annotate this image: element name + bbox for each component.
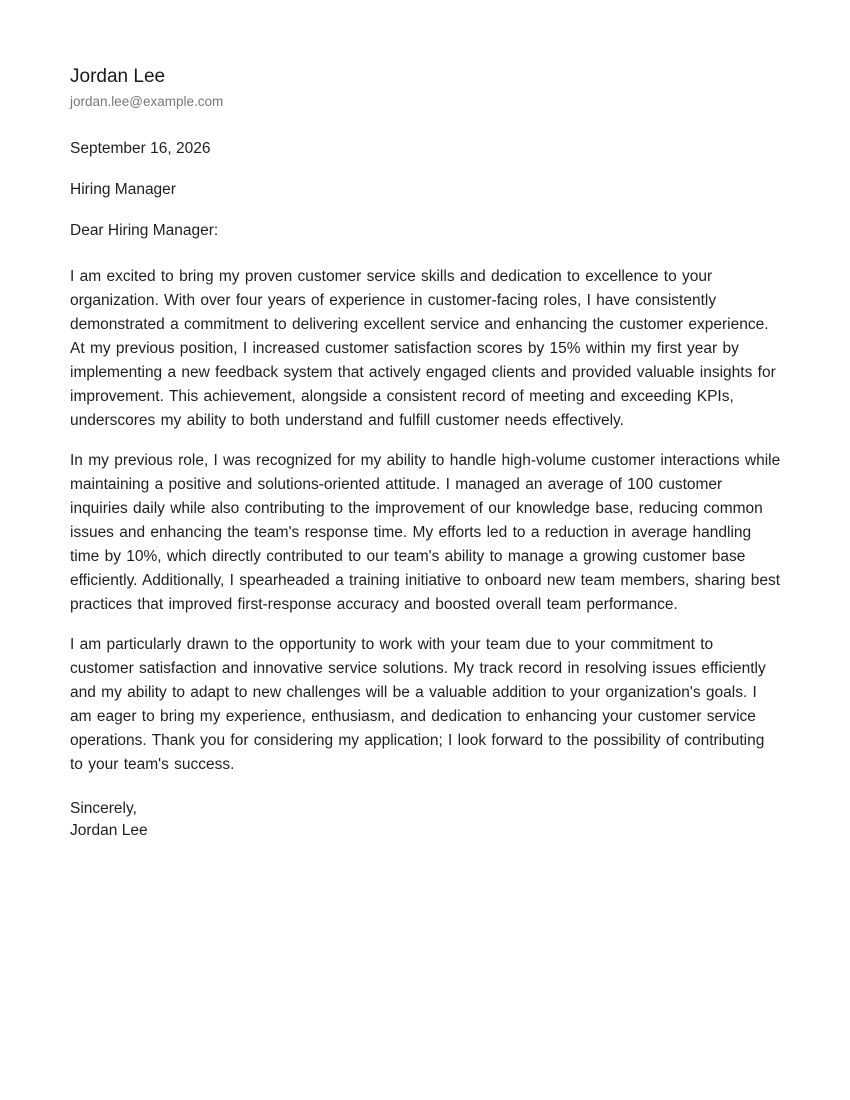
sender-name: Jordan Lee bbox=[70, 66, 166, 87]
letter-closing bbox=[70, 798, 782, 841]
cover-letter bbox=[70, 64, 782, 841]
letter-date: September 16, 2026 bbox=[70, 140, 211, 157]
valediction: Sincerely, bbox=[70, 800, 137, 817]
recipient: Hiring Manager bbox=[70, 181, 176, 198]
letter-header bbox=[70, 64, 782, 111]
signature-name: Jordan Lee bbox=[70, 821, 148, 839]
body-paragraph: I am excited to bring my proven customer service skills and dedication to excellence to your organization. With over four years of experience in customer-facing roles, I have consistently demonstrated a commitment to delivering excellent service and enhancing the customer experience. At my previous position, I increased customer satisfaction scores by 15% within my first year by implementing a new feedback system that actively engaged clients and provided valuable insights for improvement. This achievement, alongside a consistent record of meeting and exceeding KPIs, underscores my ability to both understand and fulfill customer needs effectively. bbox=[70, 268, 776, 429]
sender-email: jordan.lee@example.com bbox=[70, 94, 224, 109]
body-paragraph: In my previous role, I was recognized for my ability to handle high-volume customer interactions while maintaining a positive and solutions-oriented attitude. I managed an average of 100 customer inquiries daily while also contributing to the improvement of our knowledge base, reducing common issues and enhancing the team's response time. My efforts led to a reduction in average handling time by 10%, which directly contributed to our team's ability to manage a growing customer base efficiently. Additionally, I spearheaded a training initiative to onboard new team members, sharing best practices that improved first-response accuracy and boosted overall team performance. bbox=[70, 452, 781, 613]
salutation: Dear Hiring Manager: bbox=[70, 222, 219, 239]
body-paragraph: I am particularly drawn to the opportunity to work with your team due to your commitment to customer satisfaction and innovative service solutions. My track record in resolving issues efficiently and my ability to adapt to new challenges will be a valuable addition to your organization's goals. I am eager to bring my experience, enthusiasm, and dedication to enhancing your customer service operations. Thank you for considering my application; I look forward to the possibility of contributing to your team's success. bbox=[70, 636, 766, 773]
letter-body bbox=[70, 265, 782, 777]
